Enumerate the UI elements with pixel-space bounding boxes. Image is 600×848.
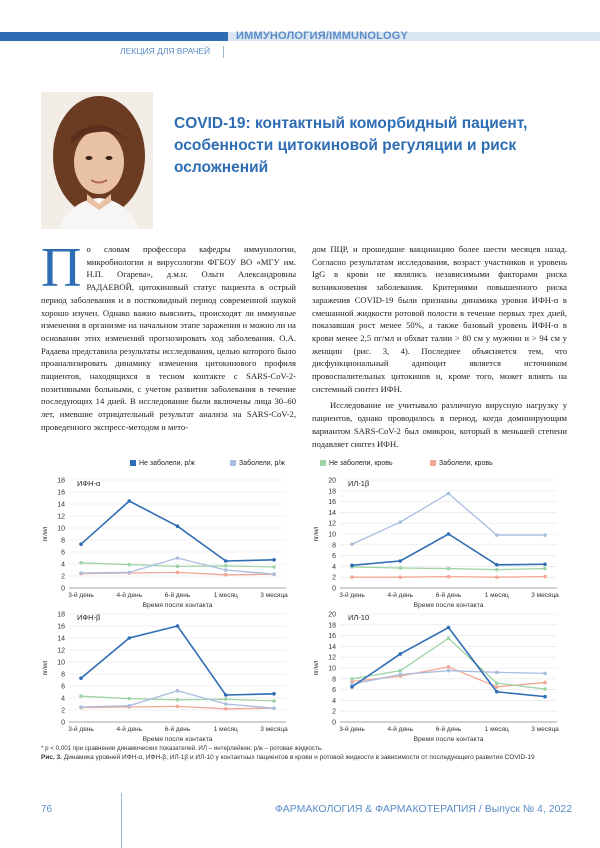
data-point [495,575,499,579]
data-point [79,561,83,565]
y-tick-label: 0 [332,719,336,727]
legend-swatch [130,460,136,466]
y-tick-label: 8 [61,537,65,545]
y-tick-label: 12 [57,647,65,655]
data-point [224,702,228,706]
y-tick-label: 2 [332,574,336,582]
data-point [447,492,451,496]
x-tick-label: 3 месяца [531,592,559,599]
data-point [495,568,499,572]
data-point [176,524,180,528]
body-column-right [312,243,567,450]
data-point [176,571,180,575]
y-tick-label: 18 [328,488,336,496]
y-tick-label: 10 [57,525,65,533]
x-tick-label: 6-й день [164,592,191,599]
x-axis-label: Время после контакта [413,736,484,743]
y-tick-label: 4 [332,697,336,705]
x-tick-label: 3-й день [339,592,365,599]
data-point [224,564,228,568]
x-tick-label: 3-й день [68,592,94,599]
series-line [352,638,545,689]
data-point [543,575,547,579]
lecture-tag: ЛЕКЦИЯ ДЛЯ ВРАЧЕЙ [120,46,211,56]
data-point [176,698,180,702]
y-tick-label: 12 [328,520,336,528]
x-tick-label: 3-й день [68,726,94,733]
chart-il-1b [312,470,567,610]
data-point [543,533,547,537]
data-point [224,693,228,697]
data-point [224,568,228,572]
x-tick-label: 3 месяца [531,726,559,733]
legend-item [430,460,493,467]
data-point [127,636,131,640]
figure-caption [41,754,566,763]
x-axis-label: Время после контакта [142,736,213,743]
y-tick-label: 8 [332,542,336,550]
body-paragraph: о словам профессора кафедры иммунологии, микробиологии и вирусологии ФГБОУ ВО «МГУ им. Н.П. Огарева», д.м.н. Ольги Александровны РАДАЕВОЙ, цитокиновый статус пациента в острый период заболевания и в постковидный период современной наукой хорошо изучен. Однако важно выяснить, происходят ли иммунные изменения в организме на начальном этапе заражения и можно ли на основании этих изменений прогнозировать ход заболевания. О.А. Радаева представила результаты исследования, целью которого было проанализировать динамику изменения цитокинового профиля пациентов, находящихся в тесном контакте с SARS-CoV-2-позитивными больными, с учетом развития заболевания в течение последующих 14 дней. В исследование были включены лица 30–60 лет, имевшие отрицательный результат анализа на SARS-CoV-2, проведенного экспресс-методом и мето- [41,244,296,432]
body-paragraph: дом ПЦР, и прошедшие вакцинацию более шести месяцев назад. Согласно результатам исследования, возраст участников и уровень IgG в крови не являлись независимыми факторами риска возникновения заболевания. Критериями повышенного риска заражения COVID-19 были признаны динамика уровня ИФН-α в смешанной жидкости ротовой полости в течение первых трех дней, показавшая рост менее 50%, а также базовый уровень ИФН-α в крови менее 2,5 пг/мл и обхват талии > 80 см у мужчин и > 94 см у женщин (рис. 3, 4). Последнее объясняется тем, что дисфункциональный адипоцит является источником провоспалительных цитокинов и, кроме того, может влиять на системный синтез ИФН. [312,244,567,394]
y-tick-label: 18 [57,477,65,485]
author-photo [41,92,153,229]
legend-label: Не заболели, кровь [329,460,393,467]
data-point [543,687,547,691]
y-tick-label: 0 [61,585,65,593]
data-point [176,556,180,560]
data-point [447,532,451,536]
data-point [127,499,131,503]
y-tick-label: 20 [328,477,336,485]
y-tick-label: 16 [57,623,65,631]
data-point [224,707,228,711]
section-tag: ИММУНОЛОГИЯ/IMMUNOLOGY [236,30,409,42]
y-tick-label: 4 [61,695,65,703]
data-point [350,564,354,568]
x-tick-label: 3 месяца [260,726,288,733]
y-axis-label: пг/мл [43,660,49,676]
footer-divider [121,793,122,848]
legend-item [230,460,285,467]
y-tick-label: 18 [328,622,336,630]
data-point [272,706,276,710]
data-point [447,665,451,669]
data-point [447,626,451,630]
data-point [495,681,499,685]
data-point [543,695,547,699]
legend-item [320,460,393,467]
data-point [447,637,451,641]
x-tick-label: 4-й день [387,592,414,599]
data-point [495,690,499,694]
y-tick-label: 14 [57,635,65,643]
data-point [272,699,276,703]
x-tick-label: 6-й день [164,726,191,733]
y-tick-label: 2 [61,707,65,715]
journal-name: ФАРМАКОЛОГИЯ & ФАРМАКОТЕРАПИЯ / Выпуск № 4, 2022 [275,803,573,815]
legend-swatch [230,460,236,466]
y-tick-label: 10 [57,659,65,667]
y-tick-label: 12 [57,513,65,521]
y-tick-label: 16 [57,489,65,497]
x-tick-label: 6-й день [435,726,462,733]
data-point [79,571,83,575]
series-line [352,534,545,565]
y-tick-label: 20 [328,611,336,619]
x-tick-label: 4-й день [116,726,143,733]
data-point [543,681,547,685]
data-point [224,573,228,577]
y-tick-label: 0 [61,719,65,727]
data-point [398,575,402,579]
series-line [352,671,545,685]
data-point [398,669,402,673]
y-tick-label: 0 [332,585,336,593]
caption-label: Рис. 3. [41,754,62,761]
y-tick-label: 10 [328,531,336,539]
x-tick-label: 3-й день [339,726,365,733]
y-axis-label: пг/мл [314,660,320,676]
y-tick-label: 6 [332,553,336,561]
body-column-left [41,237,296,434]
body-paragraph: Исследование не учитывало различную вирусную нагрузку у пациентов, однако проводилось в период, когда доминирующим вариантом SARS-CoV-2 был омикрон, который в меньшей степени подавляет синтез ИФН. [312,400,567,449]
legend-item [130,460,195,467]
header-divider [223,46,224,58]
legend-label: Заболели, р/ж [239,460,286,467]
y-tick-label: 16 [328,633,336,641]
data-point [543,672,547,676]
x-axis-label: Время после контакта [142,602,213,609]
data-point [272,558,276,562]
y-tick-label: 14 [57,501,65,509]
y-tick-label: 6 [61,683,65,691]
caption-text: Динамика уровней ИФН-α, ИФН-β, ИЛ-1β и ИЛ-10 у контактных пациентов в крови и ротовой жидкости в зависимости от последующего развития COVID-19 [61,754,535,761]
data-point [398,673,402,677]
y-tick-label: 8 [61,671,65,679]
data-point [350,677,354,681]
chart-il-10 [312,604,567,744]
data-point [398,652,402,656]
x-tick-label: 6-й день [435,592,462,599]
x-tick-label: 4-й день [387,726,414,733]
header-bar [0,32,228,41]
data-point [79,542,83,546]
y-tick-label: 4 [332,563,336,571]
data-point [447,567,451,571]
article-title: COVID-19: контактный коморбидный пациент, особенности цитокиновой регуляции и риск осложнений [174,115,528,176]
y-axis-label: пг/мл [43,526,49,542]
data-point [495,685,499,689]
data-point [543,567,547,571]
series-line [81,626,274,695]
data-point [127,563,131,567]
x-tick-label: 4-й день [116,592,143,599]
data-point [272,692,276,696]
chart-title: ИФН-α [77,479,101,488]
y-tick-label: 2 [332,708,336,716]
y-tick-label: 16 [328,499,336,507]
data-point [176,689,180,693]
legend-swatch [320,460,326,466]
chart-ifn-beta [41,604,296,744]
data-point [224,559,228,563]
data-point [127,697,131,701]
y-tick-label: 4 [61,561,65,569]
chart-title: ИФН-β [77,613,101,622]
data-point [495,671,499,675]
data-point [350,575,354,579]
y-axis-label: пг/мл [314,526,320,542]
x-tick-label: 3 месяца [260,592,288,599]
chart-title: ИЛ-10 [348,613,370,622]
x-axis-label: Время после контакта [413,602,484,609]
y-tick-label: 14 [328,643,336,651]
legend-swatch [430,460,436,466]
data-point [79,676,83,680]
data-point [447,575,451,579]
page-number: 76 [41,804,53,815]
data-point [350,542,354,546]
data-point [398,559,402,563]
data-point [398,566,402,570]
data-point [79,694,83,698]
x-tick-label: 1 месяц [484,726,509,733]
legend-label: Не заболели, р/ж [139,460,195,467]
data-point [495,563,499,567]
data-point [127,704,131,708]
y-tick-label: 2 [61,573,65,581]
data-point [176,624,180,628]
data-point [127,571,131,575]
data-point [272,565,276,569]
data-point [176,705,180,709]
data-point [272,572,276,576]
y-tick-label: 6 [332,687,336,695]
y-tick-label: 14 [328,509,336,517]
data-point [447,669,451,673]
series-line [352,494,545,545]
legend-label: Заболели, кровь [439,460,493,467]
data-point [350,685,354,689]
y-tick-label: 18 [57,611,65,619]
data-point [398,520,402,524]
data-point [176,565,180,569]
y-tick-label: 10 [328,665,336,673]
data-point [495,533,499,537]
chart-title: ИЛ-1β [348,479,370,488]
data-point [543,562,547,566]
x-tick-label: 1 месяц [484,592,509,599]
data-point [79,705,83,709]
dropcap: П [41,237,82,299]
chart-ifn-alpha [41,470,296,610]
x-tick-label: 1 месяц [213,592,238,599]
y-tick-label: 12 [328,654,336,662]
y-tick-label: 8 [332,676,336,684]
data-point [224,697,228,701]
figure-footnote: * p < 0,001 при сравнении динамических показателей. ИЛ – интерлейкин; р/ж – ротовая жидкость. [41,745,323,752]
y-tick-label: 6 [61,549,65,557]
x-tick-label: 1 месяц [213,726,238,733]
